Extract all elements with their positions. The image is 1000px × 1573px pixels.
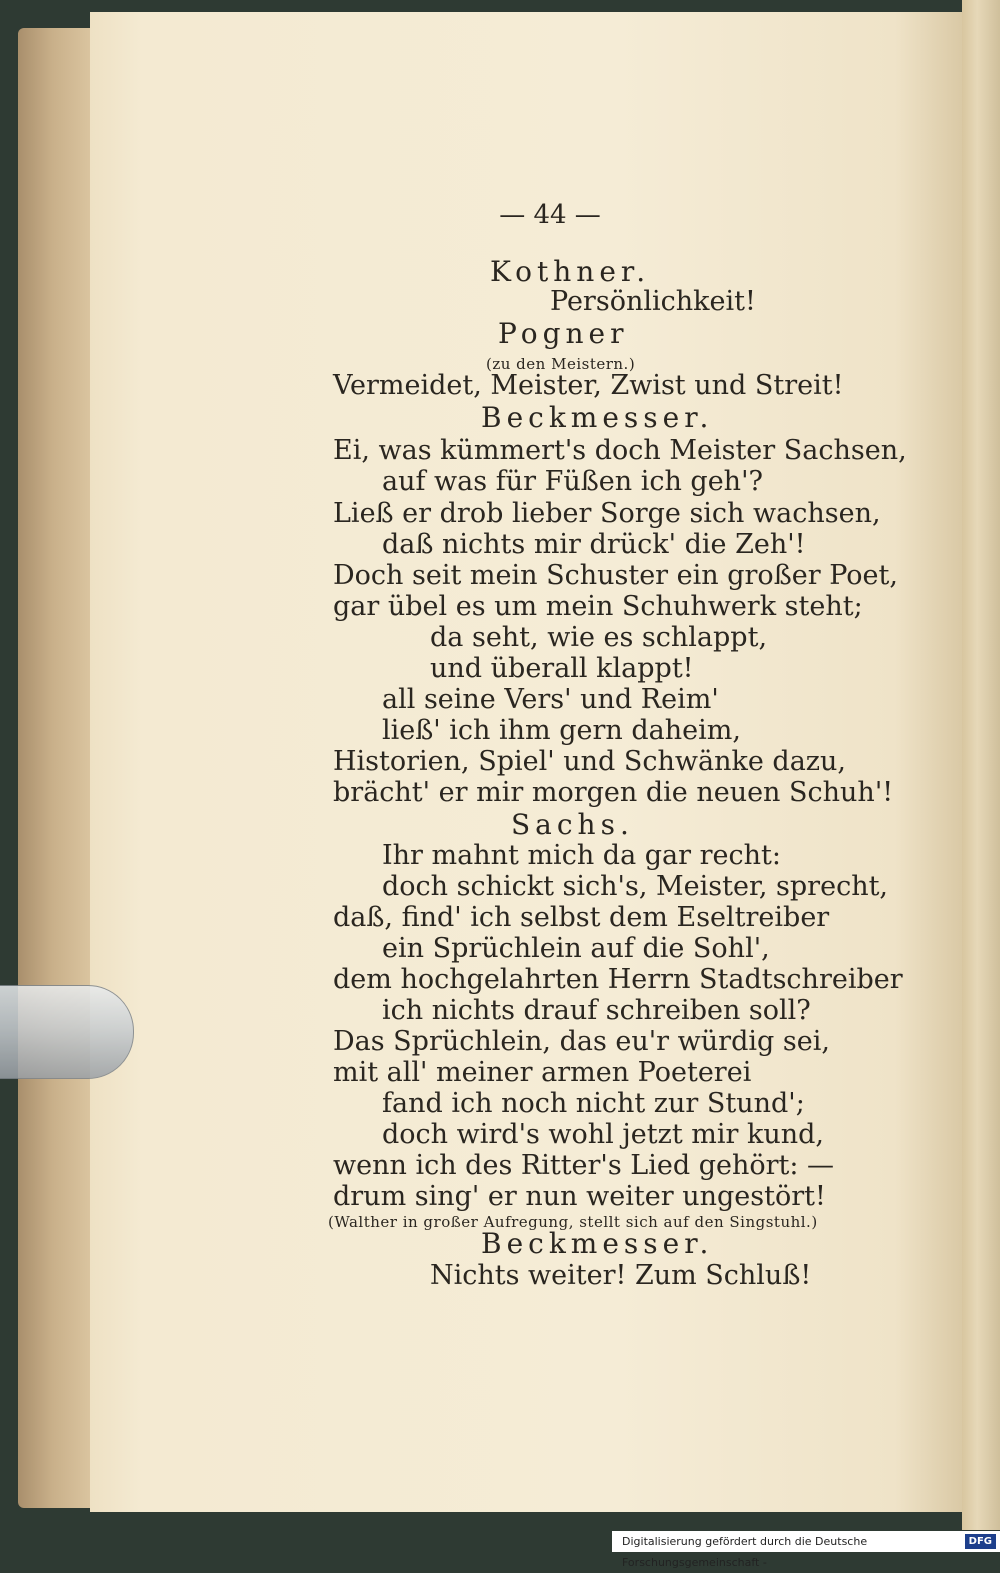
- text-line: Nichts weiter! Zum Schluß!: [430, 1260, 812, 1291]
- text-line: drum sing' er nun weiter ungestört!: [333, 1181, 826, 1212]
- speaker-pogner: Pogner: [498, 317, 629, 350]
- speaker-kothner: Kothner.: [490, 255, 651, 288]
- text-line: dem hochgelahrten Herrn Stadtschreiber: [333, 964, 903, 995]
- text-line: Ihr mahnt mich da gar recht:: [382, 840, 781, 871]
- text-line: Ließ er drob lieber Sorge sich wachsen,: [333, 498, 881, 529]
- text-line: all seine Vers' und Reim': [382, 684, 719, 715]
- text-line: Vermeidet, Meister, Zwist und Streit!: [333, 370, 844, 401]
- text-line: doch schickt sich's, Meister, sprecht,: [382, 871, 889, 902]
- text-line: fand ich noch nicht zur Stund';: [382, 1088, 805, 1119]
- text-line: daß, find' ich selbst dem Eseltreiber: [333, 902, 830, 933]
- text-line: ließ' ich ihm gern daheim,: [382, 715, 741, 746]
- text-line: gar übel es um mein Schuhwerk steht;: [333, 591, 863, 622]
- page-clip: [0, 985, 134, 1079]
- digitization-credit: [612, 1531, 1000, 1569]
- text-line: Persönlichkeit!: [550, 286, 756, 317]
- text-line: Ei, was kümmert's doch Meister Sachsen,: [333, 435, 907, 466]
- text-line: auf was für Füßen ich geh'?: [382, 466, 763, 497]
- text-line: Doch seit mein Schuster ein großer Poet,: [333, 560, 898, 591]
- page-number: — 44 —: [499, 200, 601, 230]
- dfg-logo-icon: DFG: [965, 1534, 996, 1549]
- text-line: da seht, wie es schlappt,: [430, 622, 768, 653]
- facing-page-edge: [962, 0, 1000, 1530]
- speaker-beckmesser: Beckmesser.: [481, 1227, 714, 1260]
- stage-direction: (Walther in großer Aufregung, stellt sich auf den Singstuhl.): [328, 1213, 818, 1231]
- credit-text: Digitalisierung gefördert durch die Deutsche Forschungsgemeinschaft -: [622, 1535, 868, 1569]
- text-line: ich nichts drauf schreiben soll?: [382, 995, 811, 1026]
- text-line: mit all' meiner armen Poeterei: [333, 1057, 752, 1088]
- text-line: ein Sprüchlein auf die Sohl',: [382, 933, 770, 964]
- text-line: Historien, Spiel' und Schwänke dazu,: [333, 746, 846, 777]
- text-line: brächt' er mir morgen die neuen Schuh'!: [333, 777, 894, 808]
- stage-direction: (zu den Meistern.): [486, 355, 636, 373]
- text-line: wenn ich des Ritter's Lied gehört: —: [333, 1150, 835, 1181]
- speaker-sachs: Sachs.: [511, 808, 634, 841]
- speaker-beckmesser: Beckmesser.: [481, 401, 714, 434]
- text-line: daß nichts mir drück' die Zeh'!: [382, 529, 806, 560]
- text-line: und überall klappt!: [430, 653, 694, 684]
- text-line: doch wird's wohl jetzt mir kund,: [382, 1119, 824, 1150]
- text-line: Das Sprüchlein, das eu'r würdig sei,: [333, 1026, 830, 1057]
